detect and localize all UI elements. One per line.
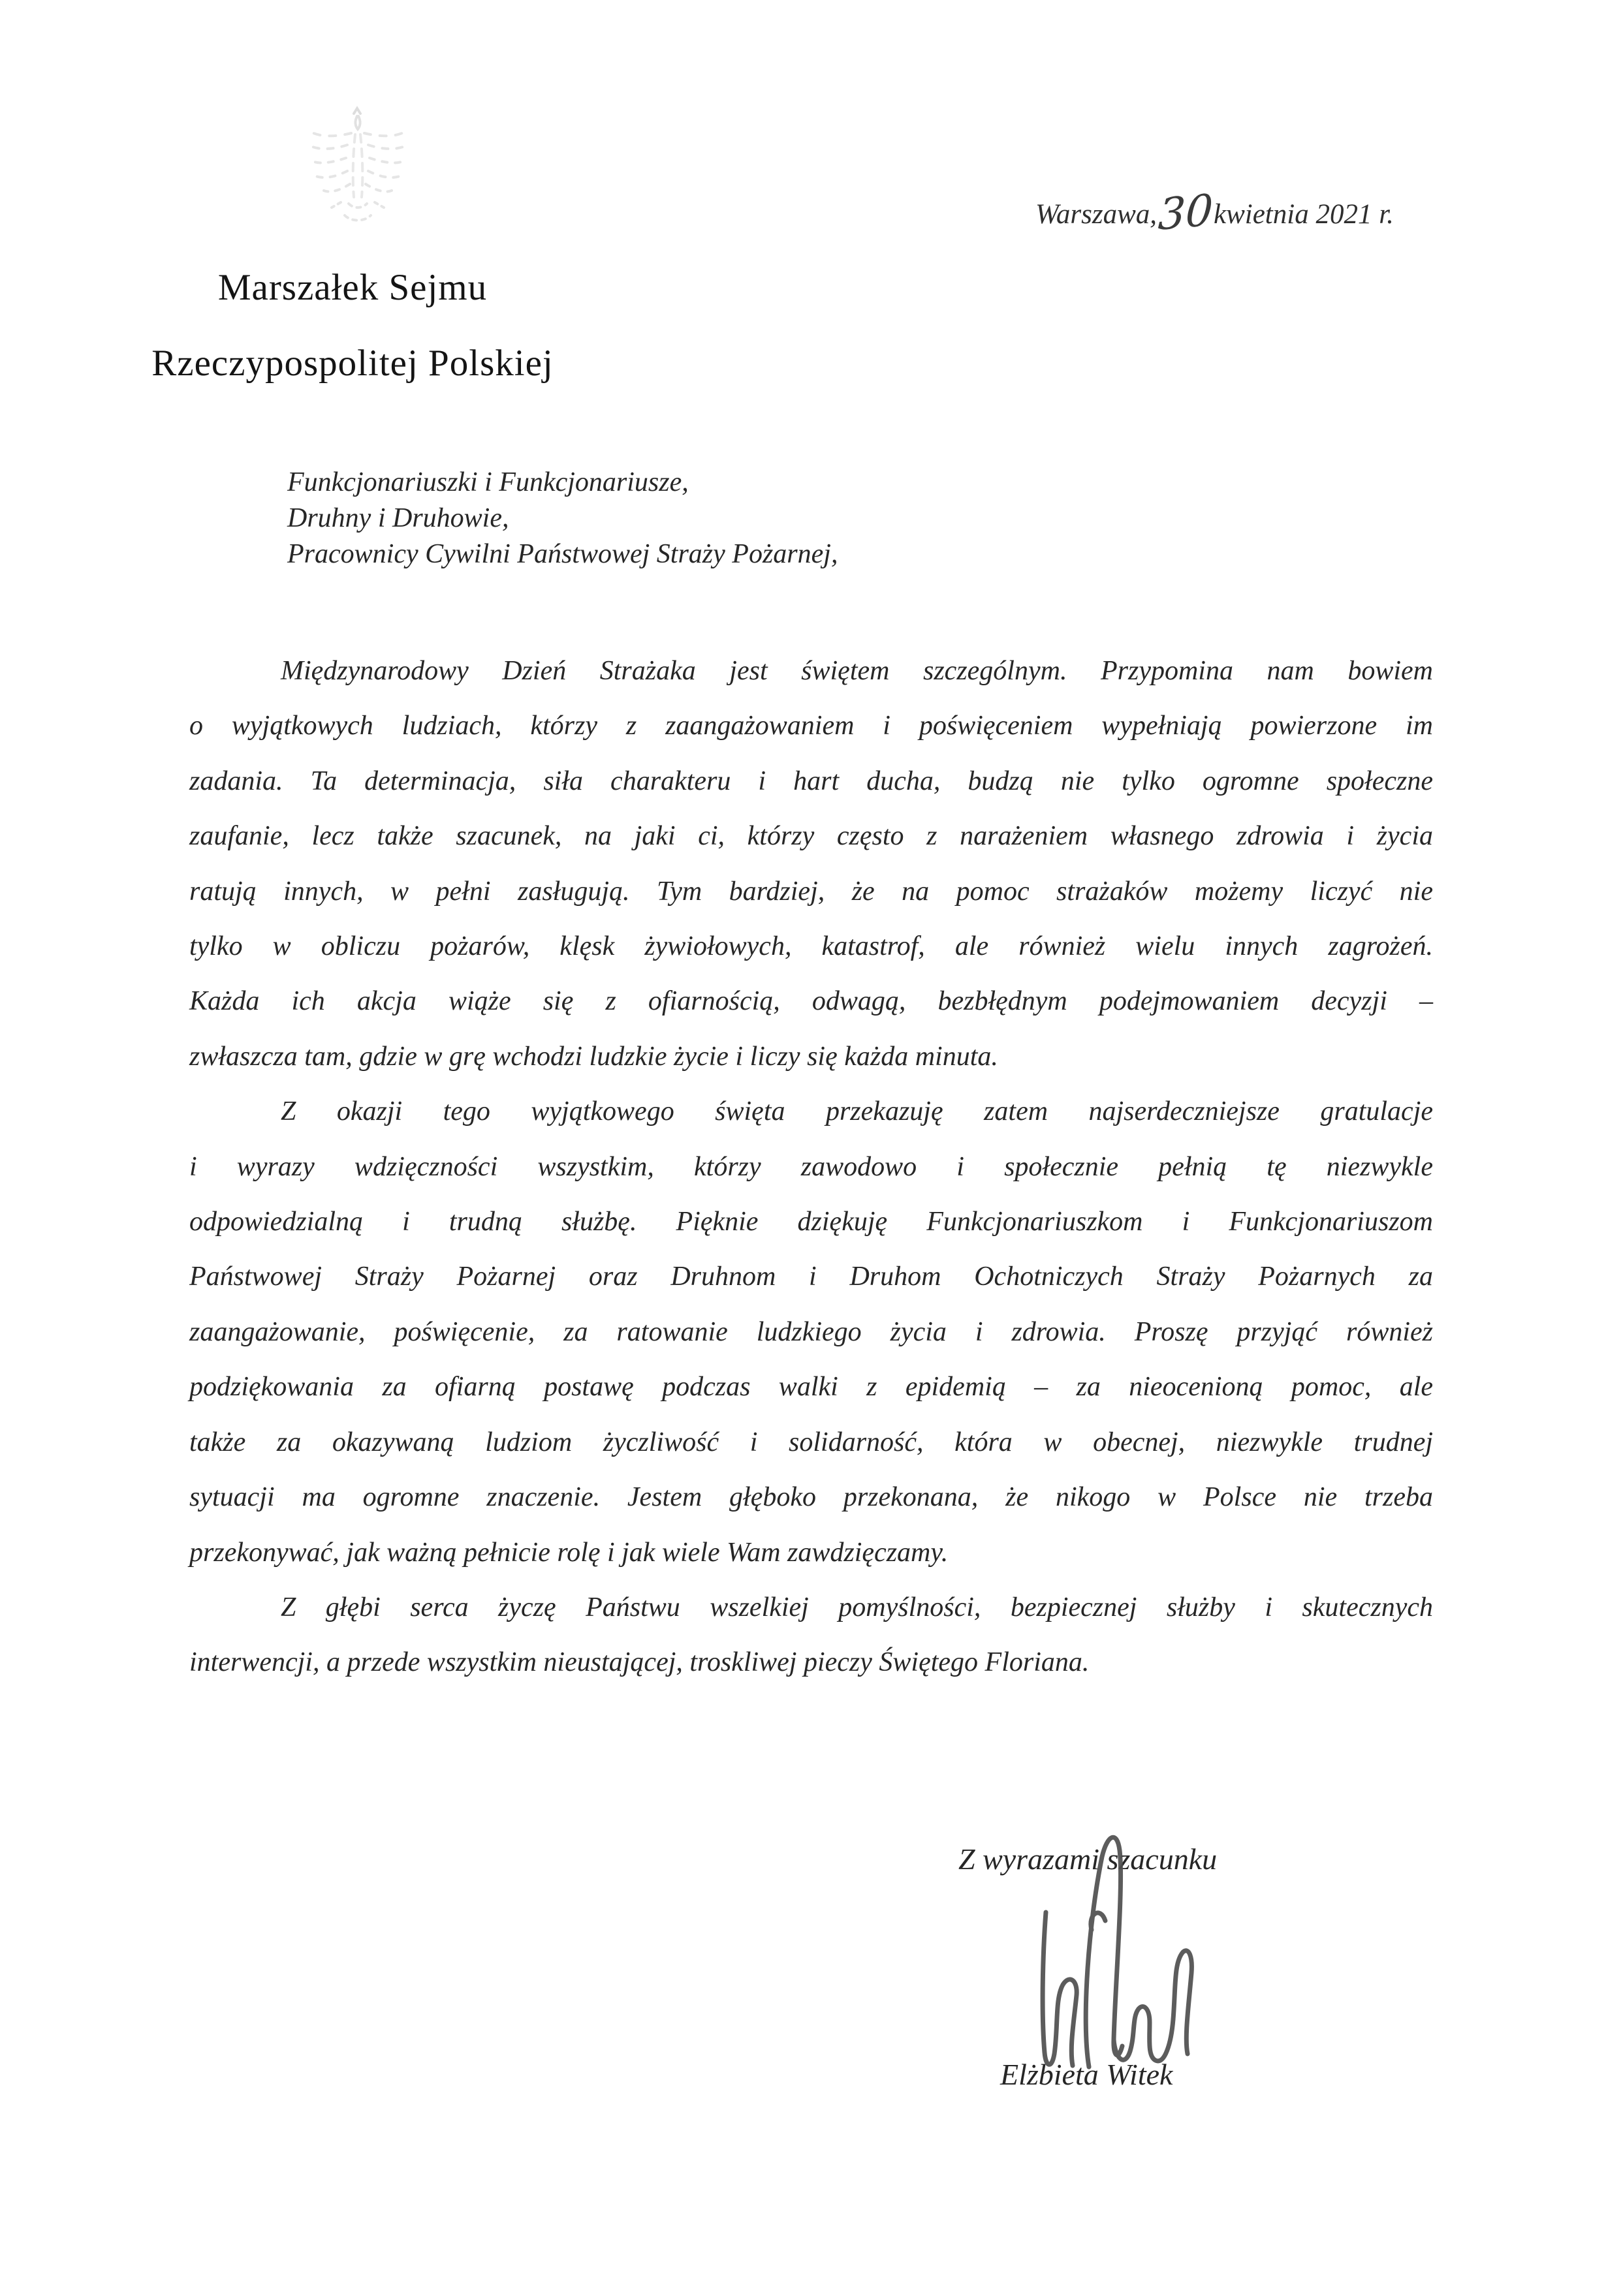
body-line: podziękowania za ofiarną postawę podczas walki z epidemią – za nieocenioną pomoc, ale <box>189 1372 1433 1403</box>
body-line: Państwowej Straży Pożarnej oraz Druhnom i Druhom Ochotniczych Straży Pożarnych za <box>189 1262 1433 1292</box>
date-rest: kwietnia 2021 r. <box>1214 199 1394 230</box>
date-city: Warszawa, <box>1035 199 1157 230</box>
letterhead-line1: Marszałek Sejmu <box>217 267 488 308</box>
closing-phrase: Z wyrazami szacunku <box>958 1842 1218 1876</box>
signer-name: Elżbieta Witek <box>1000 2058 1173 2091</box>
body-line: zadania. Ta determinacja, siła charakteru i hart ducha, budzą nie tylko ogromne społeczne <box>189 766 1433 796</box>
polish-eagle-watermark-icon <box>286 104 430 238</box>
date-line <box>1035 185 1394 240</box>
body-line: ratują innych, w pełni zasługują. Tym bardziej, że na pomoc strażaków możemy liczyć nie <box>189 876 1433 907</box>
body-line: sytuacji ma ogromne znaczenie. Jestem głęboko przekonana, że nikogo w Polsce nie trzeba <box>189 1482 1433 1513</box>
body-line: zaufanie, lecz także szacunek, na jaki ci, którzy często z narażeniem własnego zdrowia i życia <box>189 821 1433 852</box>
body-line: Z głębi serca życzę Państwu wszelkiej pomyślności, bezpiecznej służby i skutecznych <box>281 1592 1433 1622</box>
body-line: Z okazji tego wyjątkowego święta przekazuję zatem najserdeczniejsze gratulacje <box>281 1096 1433 1127</box>
body-line: zaangażowanie, poświęcenie, za ratowanie ludzkiego życia i zdrowia. Proszę przyjąć również <box>189 1316 1433 1347</box>
body-line: i wyrazy wdzięczności wszystkim, którzy zawodowo i społecznie pełnią tę niezwykle <box>189 1151 1433 1182</box>
body-line: przekonywać, jak ważną pełnicie rolę i jak wiele Wam zawdzięczamy. <box>189 1537 949 1568</box>
salutation-line: Funkcjonariuszki i Funkcjonariusze, <box>287 467 689 497</box>
body-text <box>189 644 1433 1690</box>
handwritten-signature-icon <box>1018 1824 1214 2085</box>
salutation <box>287 465 838 572</box>
body-line: interwencji, a przede wszystkim nieustającej, troskliwej pieczy Świętego Floriana. <box>189 1647 1090 1678</box>
body-line: zwłaszcza tam, gdzie w grę wchodzi ludzkie życie i liczy się każda minuta. <box>189 1041 998 1072</box>
salutation-line: Pracownicy Cywilni Państwowej Straży Pożarnej, <box>287 539 838 569</box>
letterhead-line2: Rzeczypospolitej Polskiej <box>151 343 554 384</box>
body-line: Międzynarodowy Dzień Strażaka jest świętem szczególnym. Przypomina nam bowiem <box>281 656 1433 686</box>
body-line: o wyjątkowych ludziach, którzy z zaangażowaniem i poświęceniem wypełniają powierzone im <box>189 711 1433 741</box>
salutation-line: Druhny i Druhowie, <box>287 503 509 533</box>
body-line: odpowiedzialną i trudną służbę. Pięknie dziękuję Funkcjonariuszkom i Funkcjonariuszom <box>189 1207 1433 1237</box>
body-line: tylko w obliczu pożarów, klęsk żywiołowych, katastrof, ale również wielu innych zagrożeń. <box>189 931 1433 962</box>
date-day-handwritten: 30 <box>1157 185 1214 240</box>
body-line: także za okazywaną ludziom życzliwość i solidarność, która w obecnej, niezwykle trudnej <box>189 1427 1433 1457</box>
body-line: Każda ich akcja wiąże się z ofiarnością, odwagą, bezbłędnym podejmowaniem decyzji – <box>189 986 1433 1017</box>
